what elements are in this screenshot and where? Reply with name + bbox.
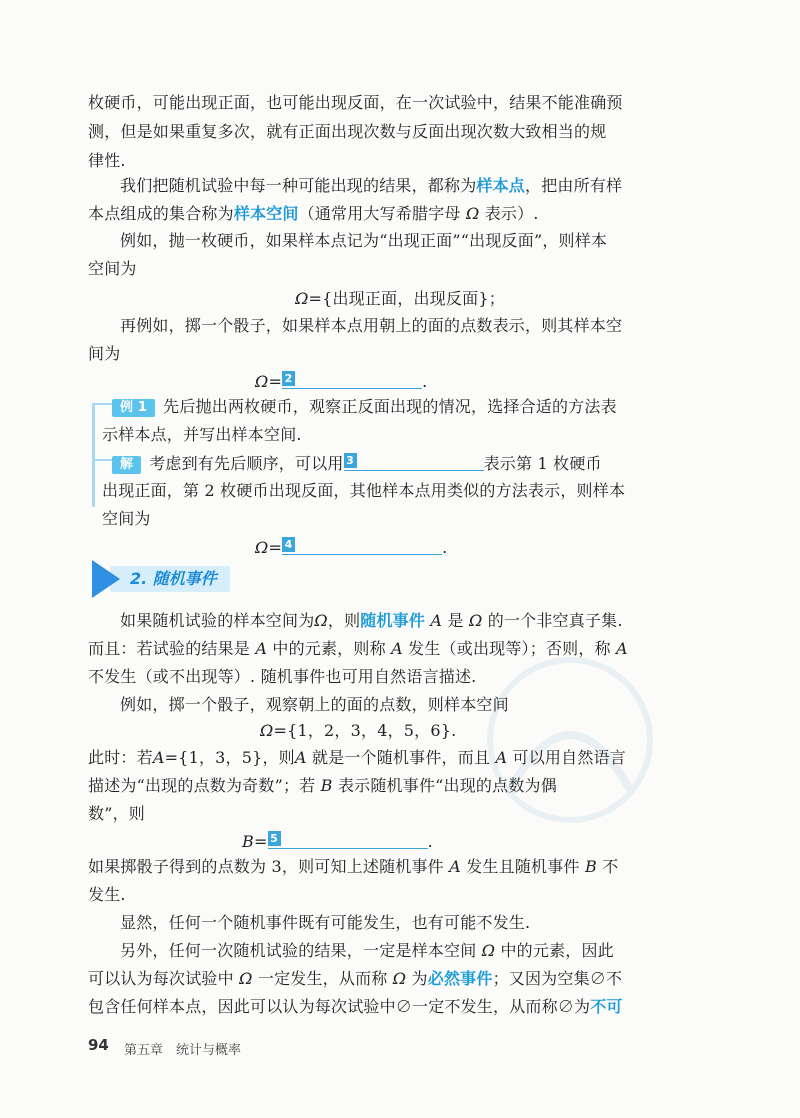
text-line: 数”，则 [88,804,145,823]
fill-blank-5[interactable]: 5 [268,830,428,849]
text-line: 再例如，掷一个骰子，如果样本点用朝上的面的点数表示，则其样本空 [120,316,623,335]
section-header [92,560,232,596]
fill-blank-3[interactable]: 3 [344,452,484,471]
example-side-bar [92,403,95,507]
text-line: 本点组成的集合称为样本空间（通常用大写希腊字母 Ω 表示）. [88,204,539,223]
example-line [92,403,112,405]
fill-blank-2[interactable]: 2 [282,370,422,389]
text-line: 如果掷骰子得到的点数为 3，则可知上述随机事件 A 发生且随机事件 B 不 [88,857,619,876]
text-line: 发生. [88,885,126,904]
example-1-tag: 例 1 [112,399,155,417]
text-line: 空间为 [88,259,137,278]
example-1-line: 例 1 先后抛出两枚硬币，观察正反面出现的情况，选择合适的方法表 [112,396,617,418]
watermark-logo [470,640,670,840]
keyword-sample-space: 样本空间 [233,204,299,223]
solution-line-1: 解 考虑到有先后顺序，可以用 3 表示第 1 枚硬币 [112,452,602,475]
text-line: 测，但是如果重复多次，就有正面出现次数与反面出现次数大致相当的规 [88,122,607,141]
fill-blank-4[interactable]: 4 [282,536,442,555]
keyword-sample-point: 样本点 [476,176,526,195]
text-line: 如果随机试验的样本空间为Ω，则随机事件 A 是 Ω 的一个非空真子集. [120,611,623,630]
text-line: 间为 [88,344,121,363]
text-line: 显然，任何一个随机事件既有可能发生，也有可能不发生. [120,913,531,932]
solution-line [92,459,112,461]
keyword-random-event: 随机事件 [360,611,426,630]
text-line: 例如，抛一枚硬币，如果样本点记为“出现正面”“出现反面”，则样本 [120,231,608,250]
text-line: 示样本点，并写出样本空间. [102,425,302,444]
text-line: 包含任何样本点，因此可以认为每次试验中∅一定不发生，从而称∅为不可 [88,997,623,1016]
formula-event-b: B= 5 . [242,832,433,851]
formula-coin-space: Ω={出现正面，出现反面}； [295,289,505,308]
formula-dice-space: Ω= 2 . [255,372,428,391]
chapter-title: 第五章 统计与概率 [124,1043,242,1058]
text-line: 我们把随机试验中每一种可能出现的结果，都称为样本点，把由所有样 [120,176,623,195]
text-line: 此时：若A={1，3，5}，则A 就是一个随机事件，而且 A 可以用自然语言 [88,748,626,767]
keyword-impossible-event: 不可 [590,997,623,1016]
text-line: 而且：若试验的结果是 A 中的元素，则称 A 发生（或出现等）；否则，称 A [88,639,628,658]
solution-tag: 解 [112,456,141,474]
text-line: 空间为 [102,509,151,528]
section-title: 2. 随机事件 [130,569,217,588]
text-line: 描述为“出现的点数为奇数”；若 B 表示随机事件“出现的点数为偶 [88,776,557,795]
text-line: 出现正面，第 2 枚硬币出现反面，其他样本点用类似的方法表示，则样本 [102,481,626,500]
text-line: 可以认为每次试验中 Ω 一定发生，从而称 Ω 为必然事件；又因为空集∅不 [88,969,623,988]
section-arrow-icon [92,560,120,598]
text-line: 不发生（或不出现等）. 随机事件也可用自然语言描述. [88,667,477,686]
formula-two-coins-space: Ω= 4 . [255,538,448,557]
page-number: 94 [88,1036,109,1054]
text-line: 枚硬币，可能出现正面，也可能出现反面，在一次试验中，结果不能准确预 [88,93,623,112]
text-line: 例如，掷一个骰子，观察朝上的面的点数，则样本空间 [120,695,509,714]
keyword-certain-event: 必然事件 [427,969,493,988]
text-line: 律性. [88,151,126,170]
text-line: 另外，任何一次随机试验的结果，一定是样本空间 Ω 中的元素，因此 [120,941,614,960]
formula-dice-outcomes: Ω={1，2，3，4，5，6}. [260,721,457,740]
